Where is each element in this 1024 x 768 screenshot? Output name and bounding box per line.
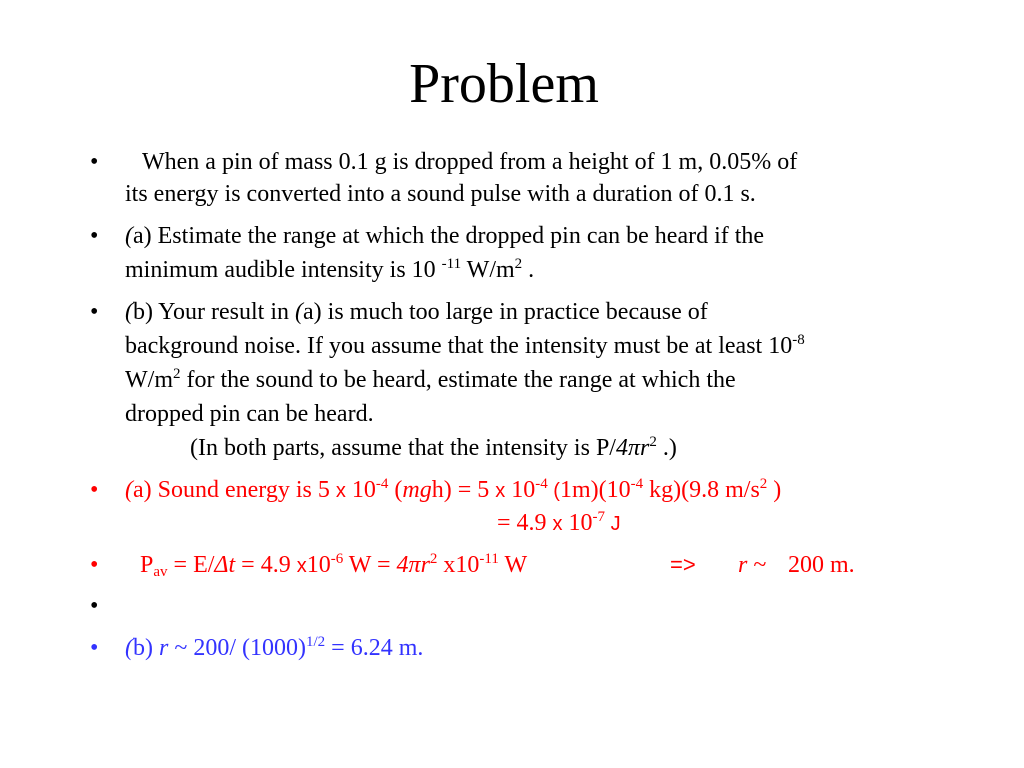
bullet-marker: • <box>90 552 99 578</box>
question-intro-line-2: its energy is converted into a sound pulse with a duration of 0.1 s. <box>125 181 756 207</box>
part-a-question-line-2: minimum audible intensity is 10 $^{-11}$ $W/m^2$ . <box>125 256 535 283</box>
slide-title: Problem <box>409 53 599 115</box>
bullet-marker: • <box>90 593 99 619</box>
power-equation: $P_{av} = E/\Delta t = 4.9$ $x10^{-6}$ $W = 4\pi r^2$ $x10^{-11}$ W <box>140 551 528 580</box>
intensity-note: (In both parts, assume that the intensity is $P/4\pi r^2$ .) <box>190 434 677 461</box>
bullet-marker: • <box>90 635 99 661</box>
answer-b: (b) r ~ 200/ $(1000)^{1/2} = 6.24$ m. <box>125 634 424 661</box>
bullet-marker: • <box>90 223 99 249</box>
range-answer-a-value: 200 m. <box>788 552 855 578</box>
part-a-question-line-1: (a) Estimate the range at which the dropped pin can be heard if the <box>125 223 765 249</box>
answer-a-line-1: (a) Sound energy is 5 x $10^{-4}$ (mgh) = 5 x $10^{-4}$ $(1m)(10^{-4}$ kg)(9.8 $m/s^2$ ) <box>125 476 782 503</box>
part-b-question-line-2: background noise. If you assume that the intensity must be at least $10^{-8}$ <box>125 332 805 359</box>
answer-a-line-2: = 4.9 x $10^{-7}$ J <box>497 509 621 536</box>
question-intro-line-1: When a pin of mass 0.1 g is dropped from a height of 1 m, 0.05% of <box>142 149 798 175</box>
bullet-marker: • <box>90 477 99 503</box>
implies-arrow: => <box>670 552 696 577</box>
part-b-question-line-4: dropped pin can be heard. <box>125 401 374 427</box>
range-answer-a: r ~ <box>738 552 767 578</box>
bullet-marker: • <box>90 299 99 325</box>
bullet-marker: • <box>90 149 99 175</box>
part-b-question-line-3: $W/m^2$ for the sound to be heard, estimate the range at which the <box>125 366 736 393</box>
part-b-question-line-1: (b) Your result in (a) is much too large in practice because of <box>125 299 708 325</box>
